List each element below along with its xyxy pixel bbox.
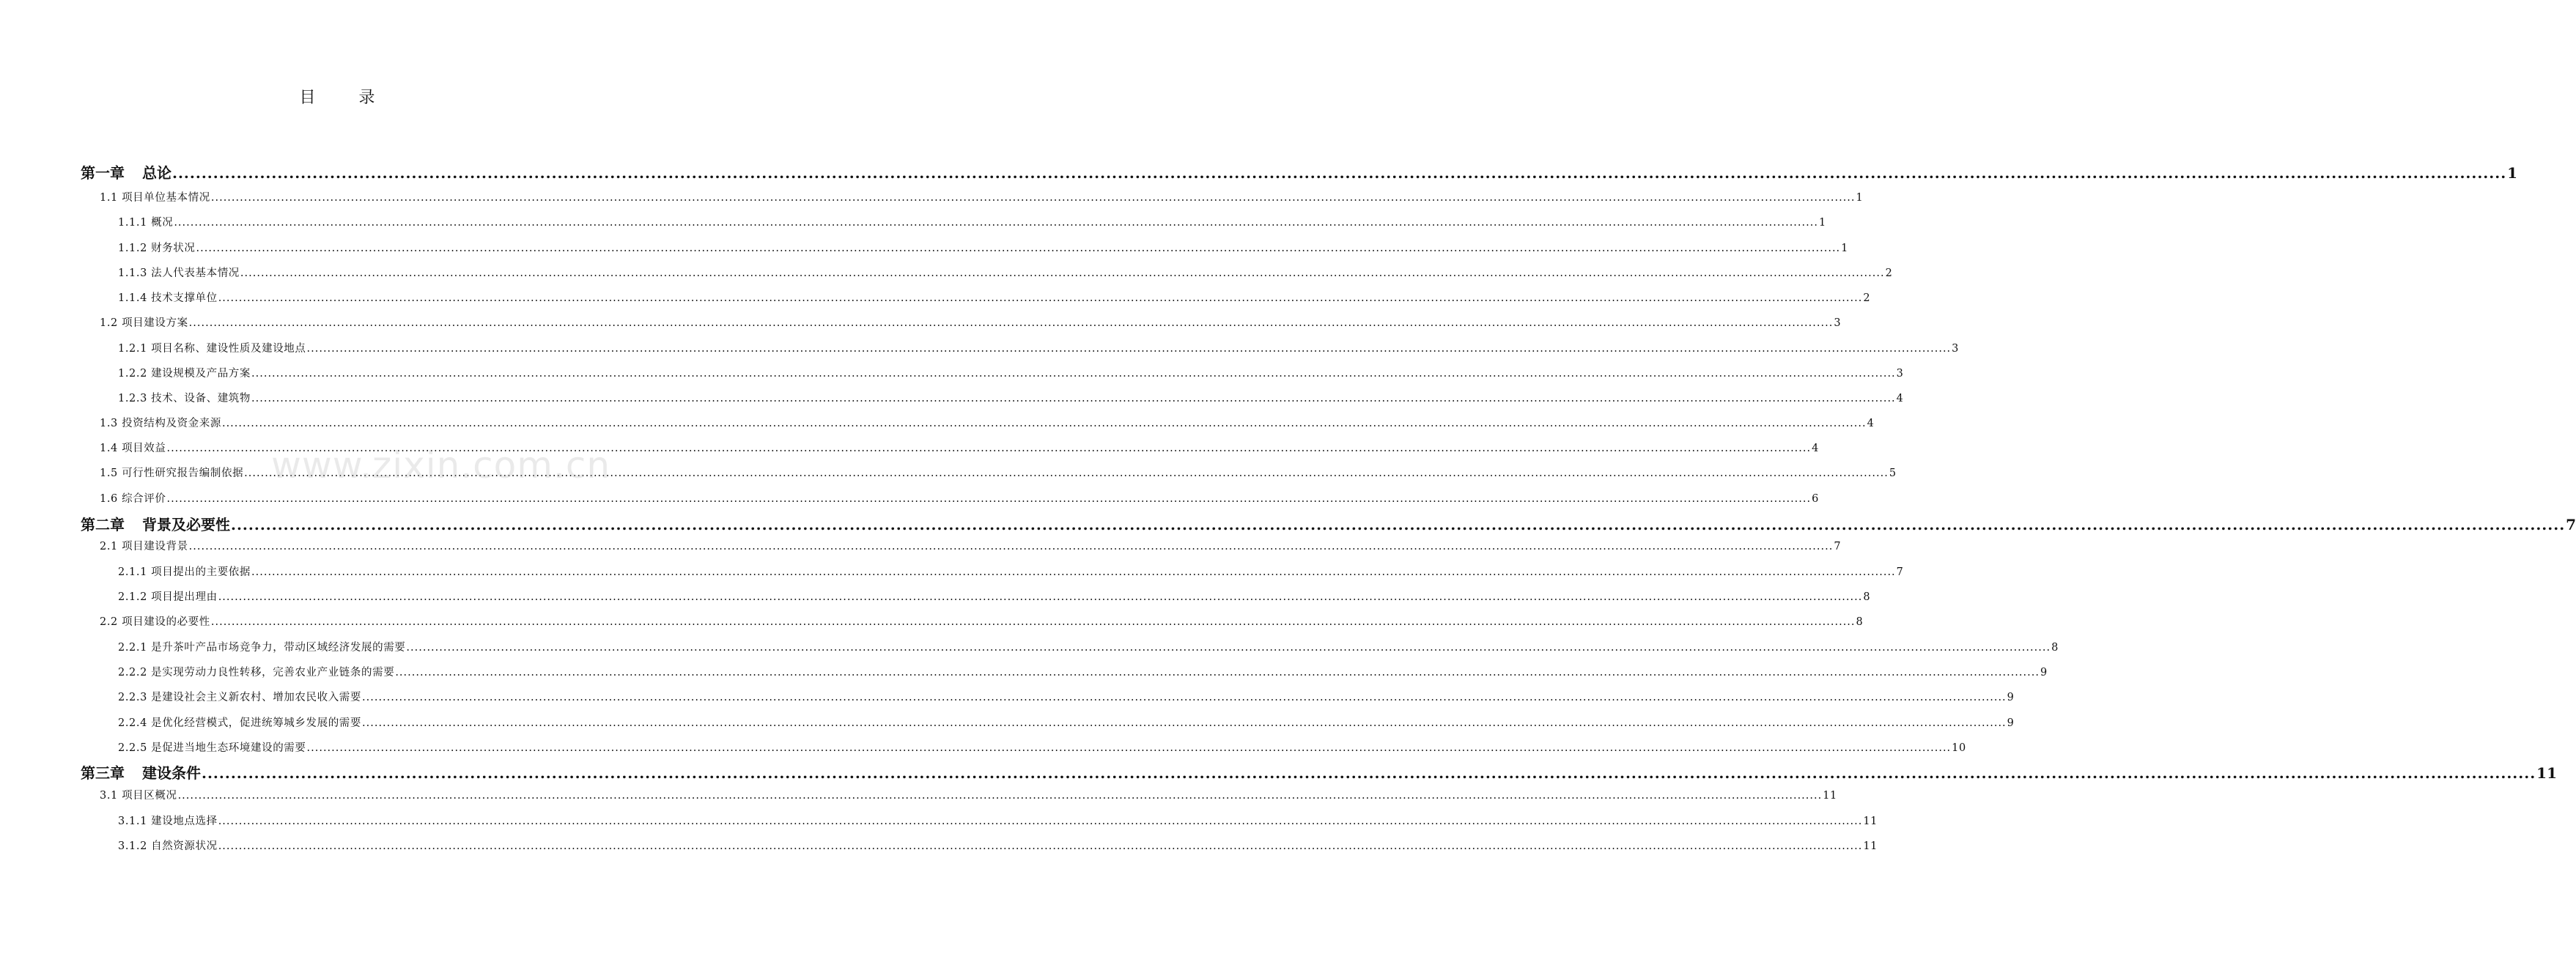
toc-entry-label: 2.2.1 是升茶叶产品市场竞争力，带动区域经济发展的需要 xyxy=(118,642,406,654)
toc-chapter-entry[interactable] xyxy=(81,161,2518,182)
toc-entry-label xyxy=(81,761,201,783)
toc-subsection-entry[interactable] xyxy=(118,739,1966,755)
toc-page-number: 4 xyxy=(1896,393,1904,404)
toc-leader-dots: ................................................................................................................................................................................................................................................................................................................................................................................................................ xyxy=(218,591,1863,603)
toc-subsection-entry[interactable] xyxy=(118,214,1826,229)
toc-page-number: 9 xyxy=(2007,717,2015,729)
toc-leader-dots: ................................................................................................................................................................................................................................................................................................................................................................................................................ xyxy=(306,742,1952,754)
toc-section-entry[interactable] xyxy=(100,440,1819,455)
toc-entry-label: 2.1 项目建设背景 xyxy=(100,541,188,552)
toc-entry-label: 3.1.2 自然资源状况 xyxy=(118,840,218,852)
toc-leader-dots: ................................................................................................................................................................................................................................................................................................................................................................................................................ xyxy=(218,840,1863,852)
toc-subsection-entry[interactable] xyxy=(118,664,2048,679)
toc-page-number: 3 xyxy=(1896,368,1904,380)
toc-page-number: 1 xyxy=(2507,164,2518,182)
toc-leader-dots: ................................................................................................................................................................................................................................................................................................................................................................................................................ xyxy=(196,243,1841,254)
toc-subsection-entry[interactable] xyxy=(118,289,1871,305)
toc-subsection-entry[interactable] xyxy=(118,340,1959,355)
toc-entry-label: 2.2 项目建设的必要性 xyxy=(100,616,210,628)
toc-subsection-entry[interactable] xyxy=(118,390,1904,405)
toc-entry-label: 1.2.1 项目名称、建设性质及建设地点 xyxy=(118,343,306,355)
toc-subsection-entry[interactable] xyxy=(118,689,2015,704)
toc-page-number: 2 xyxy=(1863,292,1871,304)
toc-subsection-entry[interactable] xyxy=(118,714,2015,730)
toc-leader-dots: ................................................................................................................................................................................................................................................................................................................................................................................................................ xyxy=(395,667,2040,678)
toc-section-entry[interactable] xyxy=(100,613,1864,629)
toc-leader-dots: ................................................................................................................................................................................................................................................................................................................................................................................................................ xyxy=(251,566,1896,578)
toc-section-entry[interactable] xyxy=(100,490,1819,506)
toc-leader-dots: ................................................................................................................................................................................................................................................................................................................................................................................................................ xyxy=(240,267,1885,279)
toc-subsection-entry[interactable] xyxy=(118,265,1893,280)
toc-page-number: 8 xyxy=(1856,616,1864,628)
toc-leader-dots: ................................................................................................................................................................................................................................................................................................................................................................................................................ xyxy=(251,368,1896,380)
toc-page-number: 2 xyxy=(1885,267,1893,279)
toc-subsection-entry[interactable] xyxy=(118,837,1878,853)
toc-entry-label xyxy=(81,161,171,182)
toc-page-number: 8 xyxy=(2051,642,2059,654)
chapter-number: 第三章 xyxy=(81,764,125,782)
toc-leader-dots: ................................................................................................................................................................................................................................................................................................................................................................................................................ xyxy=(251,393,1896,404)
toc-entry-label: 2.1.1 项目提出的主要依据 xyxy=(118,566,251,578)
toc-entry-label: 1.2.3 技术、设备、建筑物 xyxy=(118,393,251,404)
toc-leader-dots: ................................................................................................................................................................................................................................................................................................................................................................................................................ xyxy=(188,541,1834,552)
toc-leader-dots: ................................................................................................................................................................................................................................................................................................................................................................................................................ xyxy=(218,292,1863,304)
toc-leader-dots: ................................................................................................................................................................................................................................................................................................................................................................................................................ xyxy=(306,343,1952,355)
chapter-number: 第一章 xyxy=(81,164,125,182)
toc-leader-dots: ................................................................................................................................................................................................................................................................................................................................................................................................................ xyxy=(174,217,1818,229)
toc-section-entry[interactable] xyxy=(100,415,1875,430)
toc-leader-dots: ................................................................................................................................................................................................................................................................................................................................................................................................................ xyxy=(166,493,1812,505)
toc-page-number: 7 xyxy=(1834,541,1842,552)
toc-page-number: 10 xyxy=(1952,742,1966,754)
toc-section-entry[interactable] xyxy=(100,538,1842,553)
toc-entry-label: 1.5 可行性研究报告编制依据 xyxy=(100,467,244,479)
toc-entry-label: 1.6 综合评价 xyxy=(100,493,166,505)
toc-leader-dots: ................................................................................................................................................................................................................................................................................................................................................................................................................ xyxy=(188,317,1834,329)
toc-entry-label: 1.3 投资结构及资金来源 xyxy=(100,418,221,429)
toc-subsection-entry[interactable] xyxy=(118,240,1848,255)
toc-entry-label: 3.1.1 建设地点选择 xyxy=(118,816,218,827)
toc-chapter-entry[interactable] xyxy=(81,513,2576,534)
toc-chapter-entry[interactable] xyxy=(81,761,2557,783)
toc-entry-label: 1.1.1 概况 xyxy=(118,217,174,229)
toc-entry-label: 1.2 项目建设方案 xyxy=(100,317,188,329)
toc-entry-label: 2.2.3 是建设社会主义新农村、增加农民收入需要 xyxy=(118,692,362,703)
toc-entry-label: 2.2.5 是促进当地生态环境建设的需要 xyxy=(118,742,306,754)
toc-section-entry[interactable] xyxy=(100,465,1897,480)
chapter-title: 背景及必要性 xyxy=(142,516,230,533)
toc-section-entry[interactable] xyxy=(100,787,1837,802)
toc-page-number: 4 xyxy=(1867,418,1875,429)
toc-page-number: 3 xyxy=(1834,317,1842,329)
toc-entry-label: 2.2.4 是优化经营模式，促进统筹城乡发展的需要 xyxy=(118,717,362,729)
toc-leader-dots: ................................................................................................................................................................................................................................................................................................................................................................................................................ xyxy=(362,717,2007,729)
toc-leader-dots: ................................................................................................................................................................................................................................................................................................................................................................................................................ xyxy=(172,164,2507,182)
toc-entry-label: 1.1.4 技术支撑单位 xyxy=(118,292,218,304)
toc-page-number: 3 xyxy=(1952,343,1959,355)
toc-entry-label: 1.1.2 财务状况 xyxy=(118,243,196,254)
toc-leader-dots: ................................................................................................................................................................................................................................................................................................................................................................................................................ xyxy=(406,642,2051,654)
toc-page-number: 11 xyxy=(1863,816,1878,827)
toc-section-entry[interactable] xyxy=(100,189,1864,204)
toc-page-number: 9 xyxy=(2007,692,2015,703)
page-title: 目 录 xyxy=(299,89,394,107)
toc-page-number: 6 xyxy=(1812,493,1819,505)
toc-leader-dots: ................................................................................................................................................................................................................................................................................................................................................................................................................ xyxy=(218,816,1863,827)
toc-leader-dots: ................................................................................................................................................................................................................................................................................................................................................................................................................ xyxy=(221,418,1867,429)
toc-entry-label: 2.1.2 项目提出理由 xyxy=(118,591,218,603)
toc-leader-dots: ................................................................................................................................................................................................................................................................................................................................................................................................................ xyxy=(210,616,1856,628)
toc-leader-dots: ................................................................................................................................................................................................................................................................................................................................................................................................................ xyxy=(244,467,1889,479)
chapter-number: 第二章 xyxy=(81,516,125,533)
toc-page-number: 1 xyxy=(1856,192,1864,204)
toc-section-entry[interactable] xyxy=(100,314,1842,330)
toc-page-number: 7 xyxy=(1896,566,1904,578)
toc-page-number: 7 xyxy=(2566,516,2576,533)
toc-page-number: 11 xyxy=(1863,840,1878,852)
toc-subsection-entry[interactable] xyxy=(118,563,1904,579)
toc-page-number: 9 xyxy=(2040,667,2048,678)
toc-page-number: 1 xyxy=(1841,243,1848,254)
toc-subsection-entry[interactable] xyxy=(118,639,2059,654)
toc-leader-dots: ................................................................................................................................................................................................................................................................................................................................................................................................................ xyxy=(362,692,2007,703)
toc-page-number: 11 xyxy=(1823,790,1837,802)
toc-subsection-entry[interactable] xyxy=(118,365,1904,380)
toc-entry-label: 2.2.2 是实现劳动力良性转移，完善农业产业链条的需要 xyxy=(118,667,395,678)
toc-entry-label: 1.2.2 建设规模及产品方案 xyxy=(118,368,251,380)
chapter-title: 建设条件 xyxy=(142,764,201,782)
toc-entry-label: 1.1 项目单位基本情况 xyxy=(100,192,210,204)
toc-leader-dots: ................................................................................................................................................................................................................................................................................................................................................................................................................ xyxy=(177,790,1823,802)
toc-subsection-entry[interactable] xyxy=(118,813,1878,828)
toc-subsection-entry[interactable] xyxy=(118,588,1871,604)
toc-entry-label xyxy=(81,513,230,534)
toc-leader-dots: ................................................................................................................................................................................................................................................................................................................................................................................................................ xyxy=(231,516,2566,533)
toc-page-number: 4 xyxy=(1812,443,1819,454)
toc-page-number: 5 xyxy=(1889,467,1897,479)
toc-page-number: 8 xyxy=(1863,591,1871,603)
watermark: www.zixin.com.cn xyxy=(271,444,611,487)
chapter-title: 总论 xyxy=(142,164,171,182)
toc-entry-label: 1.4 项目效益 xyxy=(100,443,166,454)
toc-leader-dots: ................................................................................................................................................................................................................................................................................................................................................................................................................ xyxy=(210,192,1856,204)
toc-page-number: 1 xyxy=(1818,217,1826,229)
toc-entry-label: 3.1 项目区概况 xyxy=(100,790,177,802)
toc-leader-dots: ................................................................................................................................................................................................................................................................................................................................................................................................................ xyxy=(202,764,2536,782)
toc-entry-label: 1.1.3 法人代表基本情况 xyxy=(118,267,240,279)
toc-page-number: 11 xyxy=(2536,764,2557,782)
toc-leader-dots: ................................................................................................................................................................................................................................................................................................................................................................................................................ xyxy=(166,443,1812,454)
